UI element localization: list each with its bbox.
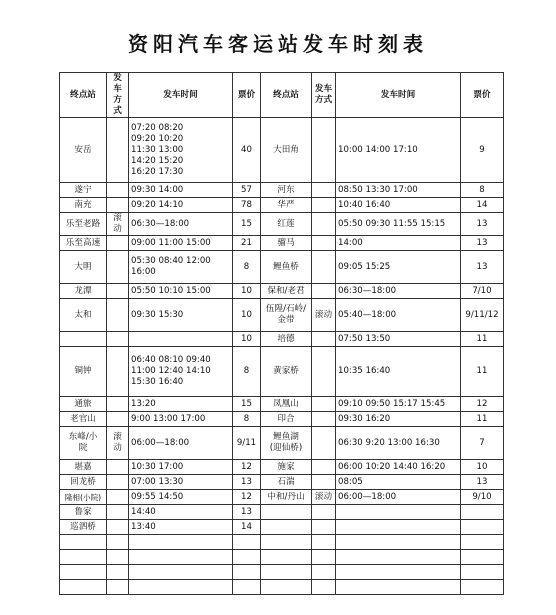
- left-time-cell: [129, 580, 233, 595]
- left-fare-cell: 13: [233, 505, 261, 520]
- right-time-cell: 08:50 13:30 17:00: [336, 183, 461, 198]
- left-terminal-cell: 巡泗桥: [60, 520, 107, 535]
- right-terminal-cell: 红莲: [261, 213, 312, 236]
- right-fare-cell: 14: [461, 198, 504, 213]
- left-time-cell: 13:40: [129, 520, 233, 535]
- left-time-cell: 9:00 13:00 17:00: [129, 412, 233, 427]
- left-terminal-cell: 南充: [60, 198, 107, 213]
- header-mode: 发车方式: [107, 73, 129, 118]
- right-mode-cell: [312, 565, 336, 580]
- left-mode-cell: 滚动: [107, 427, 129, 460]
- left-mode-cell: [107, 535, 129, 550]
- table-row: [60, 505, 504, 520]
- right-terminal-cell: [261, 505, 312, 520]
- table-row: [60, 236, 504, 251]
- left-terminal-cell: [60, 550, 107, 565]
- left-mode-cell: [107, 505, 129, 520]
- right-time-cell: 06:00—18:00: [336, 490, 461, 505]
- header-fare: 票价: [461, 73, 504, 118]
- right-time-cell: 06:00 10:20 14:40 16:20: [336, 460, 461, 475]
- left-terminal-cell: [60, 565, 107, 580]
- table-row: [60, 460, 504, 475]
- left-terminal-cell: 通旅: [60, 397, 107, 412]
- left-terminal-cell: 鲁家: [60, 505, 107, 520]
- table-row: [60, 347, 504, 397]
- left-mode-cell: 滚动: [107, 213, 129, 236]
- right-terminal-cell: 鲤鱼桥: [261, 251, 312, 284]
- right-mode-cell: [312, 550, 336, 565]
- header-row: [60, 73, 504, 118]
- left-time-cell: 06:40 08:10 09:40 11:00 12:40 14:10 15:30 16:40: [129, 347, 233, 397]
- left-mode-cell: [107, 118, 129, 183]
- right-mode-cell: [312, 213, 336, 236]
- left-fare-cell: 10: [233, 299, 261, 332]
- right-mode-cell: [312, 460, 336, 475]
- left-fare-cell: 12: [233, 490, 261, 505]
- table-row: [60, 412, 504, 427]
- left-terminal-cell: 铜钟: [60, 347, 107, 397]
- right-terminal-cell: [261, 550, 312, 565]
- right-time-cell: [336, 550, 461, 565]
- right-mode-cell: [312, 332, 336, 347]
- left-fare-cell: 10: [233, 284, 261, 299]
- left-terminal-cell: 隆相(小院): [60, 490, 107, 505]
- left-terminal-cell: [60, 535, 107, 550]
- left-mode-cell: [107, 490, 129, 505]
- right-mode-cell: [312, 520, 336, 535]
- right-terminal-cell: 凤凰山: [261, 397, 312, 412]
- right-mode-cell: [312, 251, 336, 284]
- left-fare-cell: 10: [233, 332, 261, 347]
- left-terminal-cell: 老官山: [60, 412, 107, 427]
- left-time-cell: 14:40: [129, 505, 233, 520]
- table-row: [60, 427, 504, 460]
- left-fare-cell: 8: [233, 412, 261, 427]
- right-terminal-cell: 石湍: [261, 475, 312, 490]
- right-time-cell: 08:05: [336, 475, 461, 490]
- header-mode: 发车方式: [312, 73, 336, 118]
- right-fare-cell: [461, 565, 504, 580]
- left-fare-cell: [233, 580, 261, 595]
- left-time-cell: 06:30—18:00: [129, 213, 233, 236]
- right-time-cell: 06:30 9:20 13:00 16:30: [336, 427, 461, 460]
- left-time-cell: 09:20 14:10: [129, 198, 233, 213]
- table-row: [60, 118, 504, 183]
- left-mode-cell: [107, 198, 129, 213]
- left-time-cell: 07:20 08:20 09:20 10:20 11:30 13:00 14:20 15:20 16:20 17:30: [129, 118, 233, 183]
- page-title: 资阳汽车客运站发车时刻表: [128, 32, 428, 56]
- right-terminal-cell: [261, 580, 312, 595]
- left-mode-cell: [107, 236, 129, 251]
- header-terminal: 终点站: [60, 73, 107, 118]
- left-mode-cell: [107, 412, 129, 427]
- left-mode-cell: [107, 460, 129, 475]
- right-fare-cell: [461, 580, 504, 595]
- right-time-cell: 05:40—18:00: [336, 299, 461, 332]
- left-time-cell: 05:50 10:10 15:00: [129, 284, 233, 299]
- left-fare-cell: [233, 550, 261, 565]
- right-terminal-cell: 施家: [261, 460, 312, 475]
- right-fare-cell: 7/10: [461, 284, 504, 299]
- left-fare-cell: [233, 535, 261, 550]
- left-terminal-cell: [60, 332, 107, 347]
- left-terminal-cell: 大明: [60, 251, 107, 284]
- left-fare-cell: 40: [233, 118, 261, 183]
- right-fare-cell: 11: [461, 412, 504, 427]
- left-time-cell: 10:30 17:00: [129, 460, 233, 475]
- left-terminal-cell: 太和: [60, 299, 107, 332]
- left-fare-cell: 15: [233, 397, 261, 412]
- right-time-cell: 07:50 13:50: [336, 332, 461, 347]
- left-time-cell: [129, 565, 233, 580]
- header-fare: 票价: [233, 73, 261, 118]
- left-time-cell: 05:30 08:40 12:00 16:00: [129, 251, 233, 284]
- right-mode-cell: [312, 505, 336, 520]
- right-terminal-cell: 保和/老君: [261, 284, 312, 299]
- left-fare-cell: 21: [233, 236, 261, 251]
- header-time: 发车时间: [129, 73, 233, 118]
- left-time-cell: 09:30 15:30: [129, 299, 233, 332]
- right-time-cell: [336, 505, 461, 520]
- right-mode-cell: [312, 397, 336, 412]
- right-terminal-cell: 培德: [261, 332, 312, 347]
- right-terminal-cell: 中和/丹山: [261, 490, 312, 505]
- left-terminal-cell: 东峰/小 院: [60, 427, 107, 460]
- left-fare-cell: 9/11: [233, 427, 261, 460]
- right-fare-cell: 7: [461, 427, 504, 460]
- right-mode-cell: [312, 347, 336, 397]
- right-fare-cell: [461, 505, 504, 520]
- left-terminal-cell: 堪嘉: [60, 460, 107, 475]
- header-terminal: 终点站: [261, 73, 312, 118]
- right-fare-cell: 11: [461, 347, 504, 397]
- table-row: [60, 198, 504, 213]
- left-terminal-cell: 龙潭: [60, 284, 107, 299]
- right-fare-cell: 13: [461, 251, 504, 284]
- right-terminal-cell: 大田角: [261, 118, 312, 183]
- left-terminal-cell: 遂宁: [60, 183, 107, 198]
- right-mode-cell: [312, 475, 336, 490]
- right-terminal-cell: 骝马: [261, 236, 312, 251]
- left-mode-cell: [107, 284, 129, 299]
- left-mode-cell: [107, 299, 129, 332]
- left-mode-cell: [107, 475, 129, 490]
- right-time-cell: [336, 520, 461, 535]
- left-mode-cell: [107, 550, 129, 565]
- right-fare-cell: 9/11/12: [461, 299, 504, 332]
- right-time-cell: [336, 565, 461, 580]
- table-row: [60, 251, 504, 284]
- table-row: [60, 490, 504, 505]
- right-fare-cell: 8: [461, 183, 504, 198]
- right-mode-cell: [312, 412, 336, 427]
- table-row: [60, 332, 504, 347]
- right-time-cell: 10:35 16:40: [336, 347, 461, 397]
- right-fare-cell: 12: [461, 397, 504, 412]
- table-row: [60, 565, 504, 580]
- right-time-cell: 14:00: [336, 236, 461, 251]
- right-fare-cell: [461, 520, 504, 535]
- right-time-cell: 10:40 16:40: [336, 198, 461, 213]
- left-time-cell: 07:00 13:30: [129, 475, 233, 490]
- left-time-cell: [129, 332, 233, 347]
- right-terminal-cell: 黄家桥: [261, 347, 312, 397]
- left-mode-cell: [107, 565, 129, 580]
- right-mode-cell: [312, 236, 336, 251]
- left-mode-cell: [107, 397, 129, 412]
- left-fare-cell: 8: [233, 347, 261, 397]
- table-row: [60, 183, 504, 198]
- right-time-cell: [336, 535, 461, 550]
- table-row: [60, 397, 504, 412]
- table-row: [60, 213, 504, 236]
- left-fare-cell: 14: [233, 520, 261, 535]
- right-fare-cell: 9/10: [461, 490, 504, 505]
- left-time-cell: 06:00—18:00: [129, 427, 233, 460]
- table-row: [60, 550, 504, 565]
- left-mode-cell: [107, 332, 129, 347]
- left-time-cell: 09:30 14:00: [129, 183, 233, 198]
- right-terminal-cell: [261, 520, 312, 535]
- left-mode-cell: [107, 347, 129, 397]
- right-fare-cell: 13: [461, 236, 504, 251]
- left-terminal-cell: [60, 580, 107, 595]
- right-time-cell: 09:30 16:20: [336, 412, 461, 427]
- right-mode-cell: [312, 427, 336, 460]
- left-fare-cell: 57: [233, 183, 261, 198]
- right-mode-cell: [312, 118, 336, 183]
- right-time-cell: [336, 580, 461, 595]
- right-terminal-cell: [261, 535, 312, 550]
- right-mode-cell: [312, 183, 336, 198]
- right-fare-cell: [461, 535, 504, 550]
- left-mode-cell: [107, 183, 129, 198]
- left-fare-cell: 13: [233, 475, 261, 490]
- table-row: [60, 535, 504, 550]
- left-time-cell: 13:20: [129, 397, 233, 412]
- right-fare-cell: 13: [461, 213, 504, 236]
- right-time-cell: 09:10 09:50 15:17 15:45: [336, 397, 461, 412]
- schedule-rows: [60, 118, 504, 595]
- right-terminal-cell: 印合: [261, 412, 312, 427]
- left-fare-cell: [233, 565, 261, 580]
- header-time: 发车时间: [336, 73, 461, 118]
- table-row: [60, 520, 504, 535]
- table-row: [60, 299, 504, 332]
- left-fare-cell: 78: [233, 198, 261, 213]
- left-fare-cell: 15: [233, 213, 261, 236]
- right-time-cell: 09:05 15:25: [336, 251, 461, 284]
- right-terminal-cell: 华严: [261, 198, 312, 213]
- right-mode-cell: [312, 580, 336, 595]
- right-fare-cell: [461, 550, 504, 565]
- right-terminal-cell: 河东: [261, 183, 312, 198]
- right-fare-cell: 11: [461, 332, 504, 347]
- left-mode-cell: [107, 580, 129, 595]
- right-terminal-cell: 鲤鱼湖 (迎仙桥): [261, 427, 312, 460]
- right-time-cell: 06:30—18:00: [336, 284, 461, 299]
- right-mode-cell: 滚动: [312, 299, 336, 332]
- left-terminal-cell: 安岳: [60, 118, 107, 183]
- left-mode-cell: [107, 520, 129, 535]
- schedule-table: [59, 72, 504, 595]
- right-fare-cell: 10: [461, 460, 504, 475]
- right-terminal-cell: 伍隍/石岭/ 金带: [261, 299, 312, 332]
- right-mode-cell: 滚动: [312, 490, 336, 505]
- right-mode-cell: [312, 535, 336, 550]
- left-time-cell: [129, 535, 233, 550]
- left-time-cell: [129, 550, 233, 565]
- right-time-cell: 10:00 14:00 17:10: [336, 118, 461, 183]
- table-row: [60, 284, 504, 299]
- left-fare-cell: 8: [233, 251, 261, 284]
- left-terminal-cell: 回龙桥: [60, 475, 107, 490]
- left-terminal-cell: 乐至老路: [60, 213, 107, 236]
- right-mode-cell: [312, 198, 336, 213]
- right-mode-cell: [312, 284, 336, 299]
- left-fare-cell: 12: [233, 460, 261, 475]
- table-row: [60, 475, 504, 490]
- right-fare-cell: 13: [461, 475, 504, 490]
- table-row: [60, 580, 504, 595]
- right-time-cell: 05:50 09:30 11:55 15:15: [336, 213, 461, 236]
- left-terminal-cell: 乐至高速: [60, 236, 107, 251]
- left-time-cell: 09:55 14:50: [129, 490, 233, 505]
- left-time-cell: 09:00 11:00 15:00: [129, 236, 233, 251]
- left-mode-cell: [107, 251, 129, 284]
- right-terminal-cell: [261, 565, 312, 580]
- right-fare-cell: 9: [461, 118, 504, 183]
